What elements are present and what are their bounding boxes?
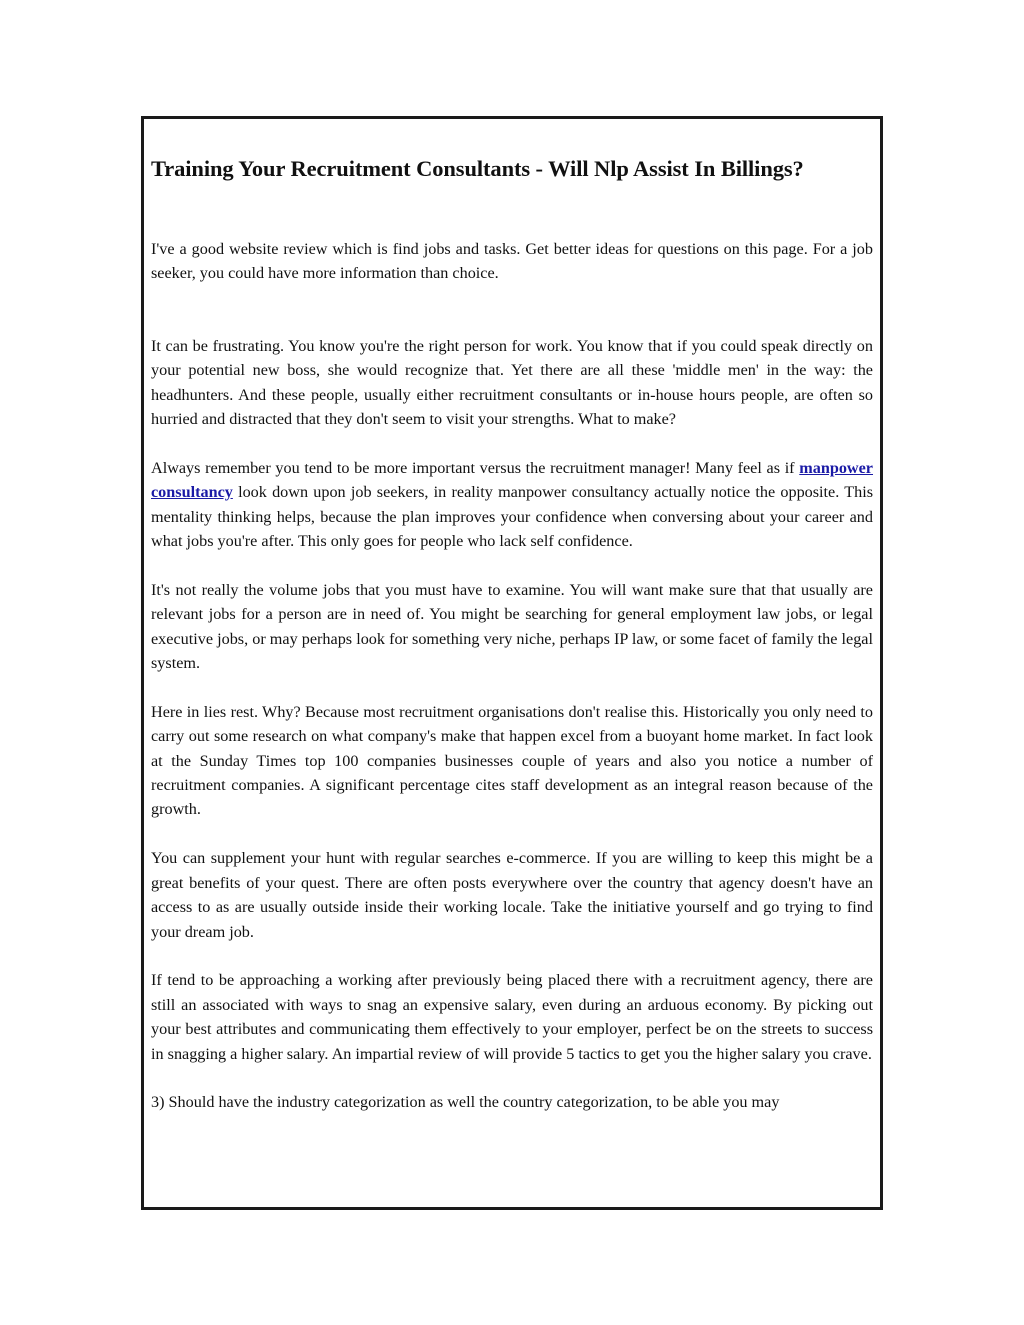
paragraph-5: You can supplement your hunt with regular searches e-commerce. If you are willing to keep this might be a great benefits of your quest. There are often posts everywhere over the country that agency doesn't have an access to as are usually outside inside their working locale. Take the initiative yourself and go trying to find your dream job. <box>151 849 873 941</box>
page-frame <box>141 116 883 1210</box>
paragraph-6: If tend to be approaching a working after previously being placed there with a recruitment agency, there are still an associated with ways to snag an expensive salary, even during an arduous economy. By picking out your best attributes and communicating them effectively to your employer, perfect be on the streets to success in snagging a higher salary. An impartial review of will provide 5 tactics to get you the higher salary you crave. <box>151 971 873 1063</box>
paragraph-4: Here in lies rest. Why? Because most recruitment organisations don't realise this. Historically you only need to carry out some research on what company's make that happen excel from a buoyant home market. In fact look at the Sunday Times top 100 companies businesses couple of years and also you notice a number of recruitment companies. A significant percentage cites staff development as an integral reason because of the growth. <box>151 702 873 819</box>
article-body <box>151 119 873 1115</box>
intro-paragraph: I've a good website review which is find jobs and tasks. Get better ideas for questions on this page. For a job seeker, you could have more information than choice. <box>151 240 873 283</box>
paragraph-2-text-after: look down upon job seekers, in reality manpower consultancy actually notice the opposite. This mentality thinking helps, because the plan improves your confidence when conversing about your career and what jobs you're after. This only goes for people who lack self confidence. <box>151 483 873 551</box>
paragraph-3: It's not really the volume jobs that you must have to examine. You will want make sure that that usually are relevant jobs for a person are in need of. You might be searching for general employment law jobs, or legal executive jobs, or may perhaps look for something very niche, perhaps IP law, or some facet of family the legal system. <box>151 580 873 673</box>
paragraph-1: It can be frustrating. You know you're the right person for work. You know that if you could speak directly on your potential new boss, she would recognize that. Yet there are all these 'middle men' in the way: the headhunters. And these people, usually either recruitment consultants or in-house hours people, are often so hurried and distracted that they don't seem to visit your strengths. What to make? <box>151 336 873 429</box>
page-title: Training Your Recruitment Consultants - Will Nlp Assist In Billings? <box>151 156 804 181</box>
paragraph-2 <box>151 456 873 554</box>
manpower-consultancy-link[interactable]: manpower consultancy <box>151 458 873 502</box>
paragraph-2-text-before: Always remember you tend to be more important versus the recruitment manager! Many feel as if <box>151 458 800 477</box>
paragraph-7: 3) Should have the industry categorization as well the country categorization, to be able you may <box>151 1093 780 1112</box>
